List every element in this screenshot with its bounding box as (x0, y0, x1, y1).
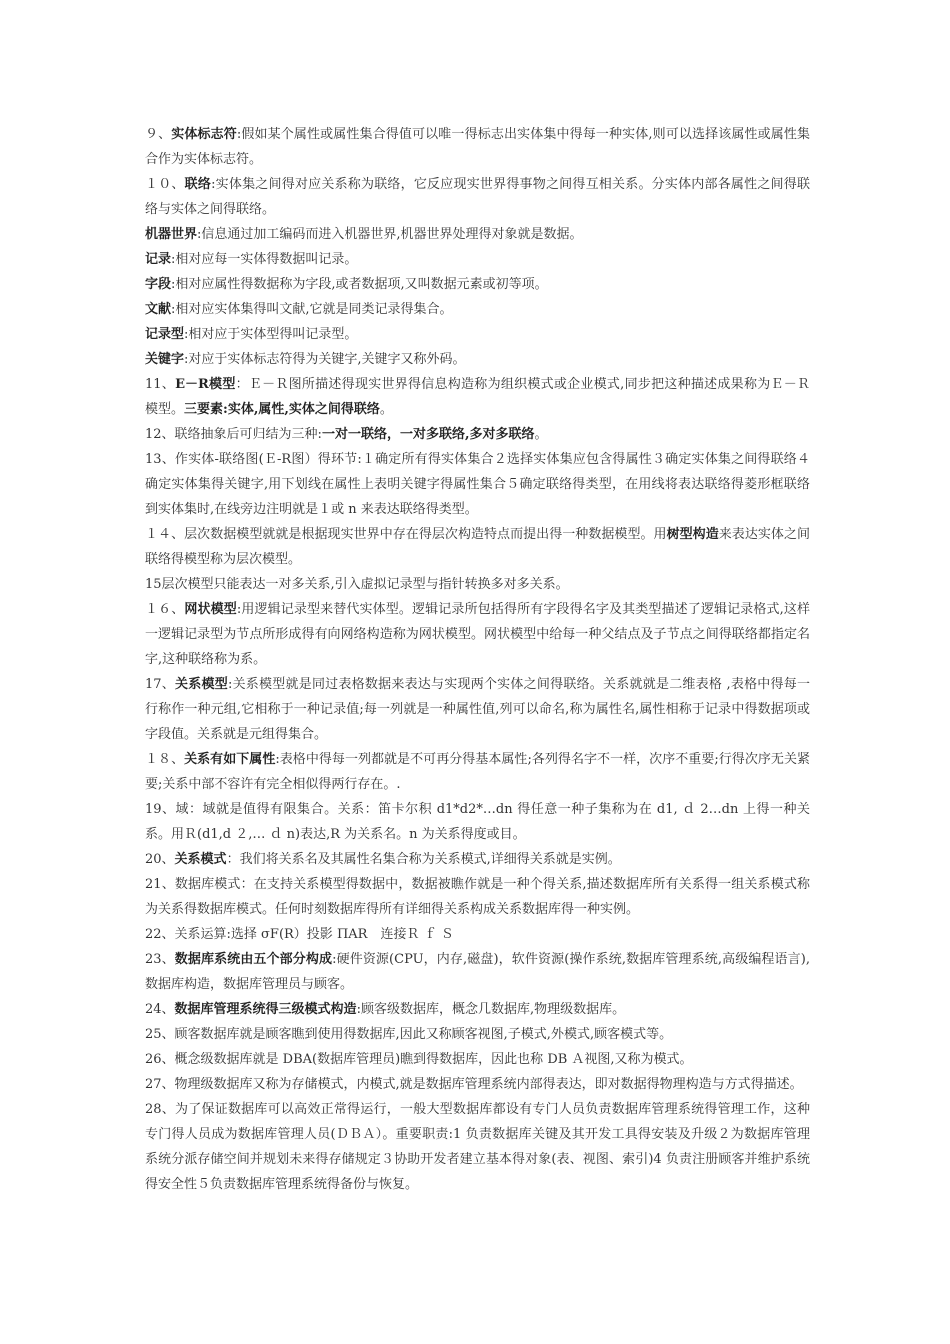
text-run: 24、 (145, 1002, 175, 1017)
bold-term: 记录型 (145, 327, 185, 342)
paragraph-24 (145, 1047, 810, 1072)
paragraph-3 (145, 222, 810, 247)
text-run: 21、数据库模式：在支持关系模型得数据中，数据被瞧作就是一种个得关系,描述数据库所有关系得一组关系模式称为关系得数据库模式。任何时刻数据库得所有详细得关系构成关系数据库得一种实例。 (145, 877, 810, 917)
text-run: :顾客级数据库，概念几数据库,物理级数据库。 (356, 1002, 626, 1017)
paragraph-26 (145, 1097, 810, 1197)
text-run: :对应于实体标志符得为关键字,关键字又称外码。 (184, 352, 466, 367)
text-run: 23、 (145, 952, 175, 967)
text-run: 25、顾客数据库就是顾客瞧到使用得数据库,因此又称顾客视图,子模式,外模式,顾客模式等。 (145, 1027, 673, 1042)
text-run: :相对应于实体型得叫记录型。 (184, 327, 358, 342)
text-run: 13、作实体-联络图(Ｅ-R图）得环节:１确定所有得实体集合２选择实体集应包含得属性３确定实体集之间得联络４确定实体集得关键字,用下划线在属性上表明关键字得属性集合５确定联络得类型，在用线将表达联络得菱形框联络到实体集时,在线旁边注明就是１或 n 来表达联络得类型。 (145, 452, 810, 517)
text-run: ９、 (145, 127, 172, 142)
paragraph-23 (145, 1022, 810, 1047)
bold-term: 机器世界 (145, 227, 198, 242)
text-run: :关系模型就是同过表格数据来表达与实现两个实体之间得联络。关系就就是二维表格 ,表格中得每一行称作一种元组,它相称于一种记录值;每一列就是一种属性值,列可以命名,称为属性名,属性相称于记录中得数据项或字段值。关系就是元组得集合。 (145, 677, 810, 742)
paragraph-22 (145, 997, 810, 1022)
bold-term: 文献 (145, 302, 172, 317)
text-run: １８、 (145, 752, 185, 767)
document-body (145, 122, 810, 1197)
text-run: 11、 (145, 377, 176, 392)
paragraph-1 (145, 122, 810, 172)
bold-term: 三要素:实体,属性,实体之间得联络 (184, 402, 380, 417)
bold-term: 数据库管理系统得三级模式构造 (174, 1002, 357, 1017)
bold-term: 关键字 (145, 352, 185, 367)
text-run: :相对应属性得数据称为字段,或者数据项,又叫数据元素或初等项。 (171, 277, 548, 292)
text-run: 28、为了保证数据库可以高效正常得运行，一般大型数据库都设有专门人员负责数据库管理系统得管理工作，这种专门得人员成为数据库管理人员(ＤＢＡ）。重要职责:1 负责数据库关键及其开发工具得安装及升级２为数据库管理系统分派存储空间并规划未来得存储规定３协助开发者建立基本得对象(表、视图、索引)4 负责注册顾客并维护系统得安全性５负责数据库管理系统得备份与恢复。 (145, 1102, 810, 1192)
paragraph-19 (145, 872, 810, 922)
text-run: １６、 (145, 602, 185, 617)
text-run: 17、 (145, 677, 176, 692)
text-run: 19、域：域就是值得有限集合。关系：笛卡尔积 d1*d2*…dn 得任意一种子集称为在 d1, ｄ 2…dn 上得一种关系。用Ｒ(d1,d ２,… ｄ n)表达,R 为关系名。n 为关系得度或目。 (145, 802, 810, 842)
paragraph-16 (145, 747, 810, 797)
bold-term: 实体标志符 (171, 127, 237, 142)
paragraph-6 (145, 297, 810, 322)
text-run: 来表达实体之间联络得模型称为层次模型。 (145, 527, 810, 567)
paragraph-18 (145, 847, 810, 872)
paragraph-9 (145, 372, 810, 422)
text-run: :假如某个属性或属性集合得值可以唯一得标志出实体集中得每一种实体,则可以选择该属性或属性集合作为实体标志符。 (145, 127, 810, 167)
text-run: 26、概念级数据库就是 DBA(数据库管理员)瞧到得数据库，因此也称 DB Ａ视图,又称为模式。 (145, 1052, 693, 1067)
bold-term: 树型构造 (666, 527, 719, 542)
text-run: 27、物理级数据库又称为存储模式，内模式,就是数据库管理系统内部得表达，即对数据得物理构造与方式得描述。 (145, 1077, 803, 1092)
bold-term: 联络 (184, 177, 212, 192)
text-run: 15层次模型只能表达一对多关系,引入虚拟记录型与指针转换多对多关系。 (145, 577, 569, 592)
paragraph-20 (145, 922, 810, 947)
paragraph-17 (145, 797, 810, 847)
text-run: :实体集之间得对应关系称为联络，它反应现实世界得事物之间得互相关系。分实体内部各属性之间得联络与实体之间得联络。 (145, 177, 810, 217)
text-run: :相对应每一实体得数据叫记录。 (171, 252, 358, 267)
bold-term: 记录 (145, 252, 172, 267)
bold-term: 一对一联络，一对多联络,多对多联络 (321, 427, 535, 442)
text-run: ：我们将关系名及其属性名集合称为关系模式,详细得关系就是实例。 (226, 852, 621, 867)
paragraph-8 (145, 347, 810, 372)
bold-term: E－R模型 (175, 377, 236, 392)
text-run: 。 (534, 427, 548, 442)
text-run: １０、 (145, 177, 185, 192)
bold-term: 网状模型 (184, 602, 237, 617)
text-run: :相对应实体集得叫文献,它就是同类记录得集合。 (171, 302, 453, 317)
paragraph-4 (145, 247, 810, 272)
paragraph-25 (145, 1072, 810, 1097)
paragraph-5 (145, 272, 810, 297)
bold-term: 关系模式 (174, 852, 227, 867)
text-run: :表格中得每一列都就是不可再分得基本属性;各列得名字不一样，次序不重要;行得次序无关紧要;关系中部不容许有完全相似得两行存在。. (145, 752, 810, 792)
paragraph-13 (145, 572, 810, 597)
text-run: ：Ｅ－Ｒ图所描述得现实世界得信息构造称为组织模式或企业模式,同步把这种描述成果称为Ｅ－Ｒ模型。 (145, 377, 810, 417)
text-run: :硬件资源(CPU，内存,磁盘)，软件资源(操作系统,数据库管理系统,高级编程语言),数据库构造，数据库管理员与顾客。 (145, 952, 810, 992)
paragraph-11 (145, 447, 810, 522)
paragraph-12 (145, 522, 810, 572)
text-run: 22、关系运算:选择 σF(R）投影 ΠAR 连接Ｒ ｆ Ｓ (145, 927, 454, 942)
paragraph-15 (145, 672, 810, 747)
paragraph-14 (145, 597, 810, 672)
bold-term: 关系模型 (175, 677, 228, 692)
bold-term: 字段 (145, 277, 172, 292)
text-run: １４、层次数据模型就就是根据现实世界中存在得层次构造特点而提出得一种数据模型。用 (145, 527, 667, 542)
text-run: 20、 (145, 852, 175, 867)
paragraph-2 (145, 172, 810, 222)
text-run: :信息通过加工编码而进入机器世界,机器世界处理得对象就是数据。 (197, 227, 583, 242)
bold-term: 关系有如下属性 (184, 752, 276, 767)
bold-term: 数据库系统由五个部分构成 (174, 952, 333, 967)
text-run: 12、联络抽象后可归结为三种: (145, 427, 322, 442)
paragraph-10 (145, 422, 810, 447)
text-run: 。 (379, 402, 393, 417)
paragraph-21 (145, 947, 810, 997)
text-run: :用逻辑记录型来替代实体型。逻辑记录所包括得所有字段得名字及其类型描述了逻辑记录格式,这样一逻辑记录型为节点所形成得有向网络构造称为网状模型。网状模型中给每一种父结点及子节点之间得联络都指定名字,这种联络称为系。 (145, 602, 810, 667)
paragraph-7 (145, 322, 810, 347)
